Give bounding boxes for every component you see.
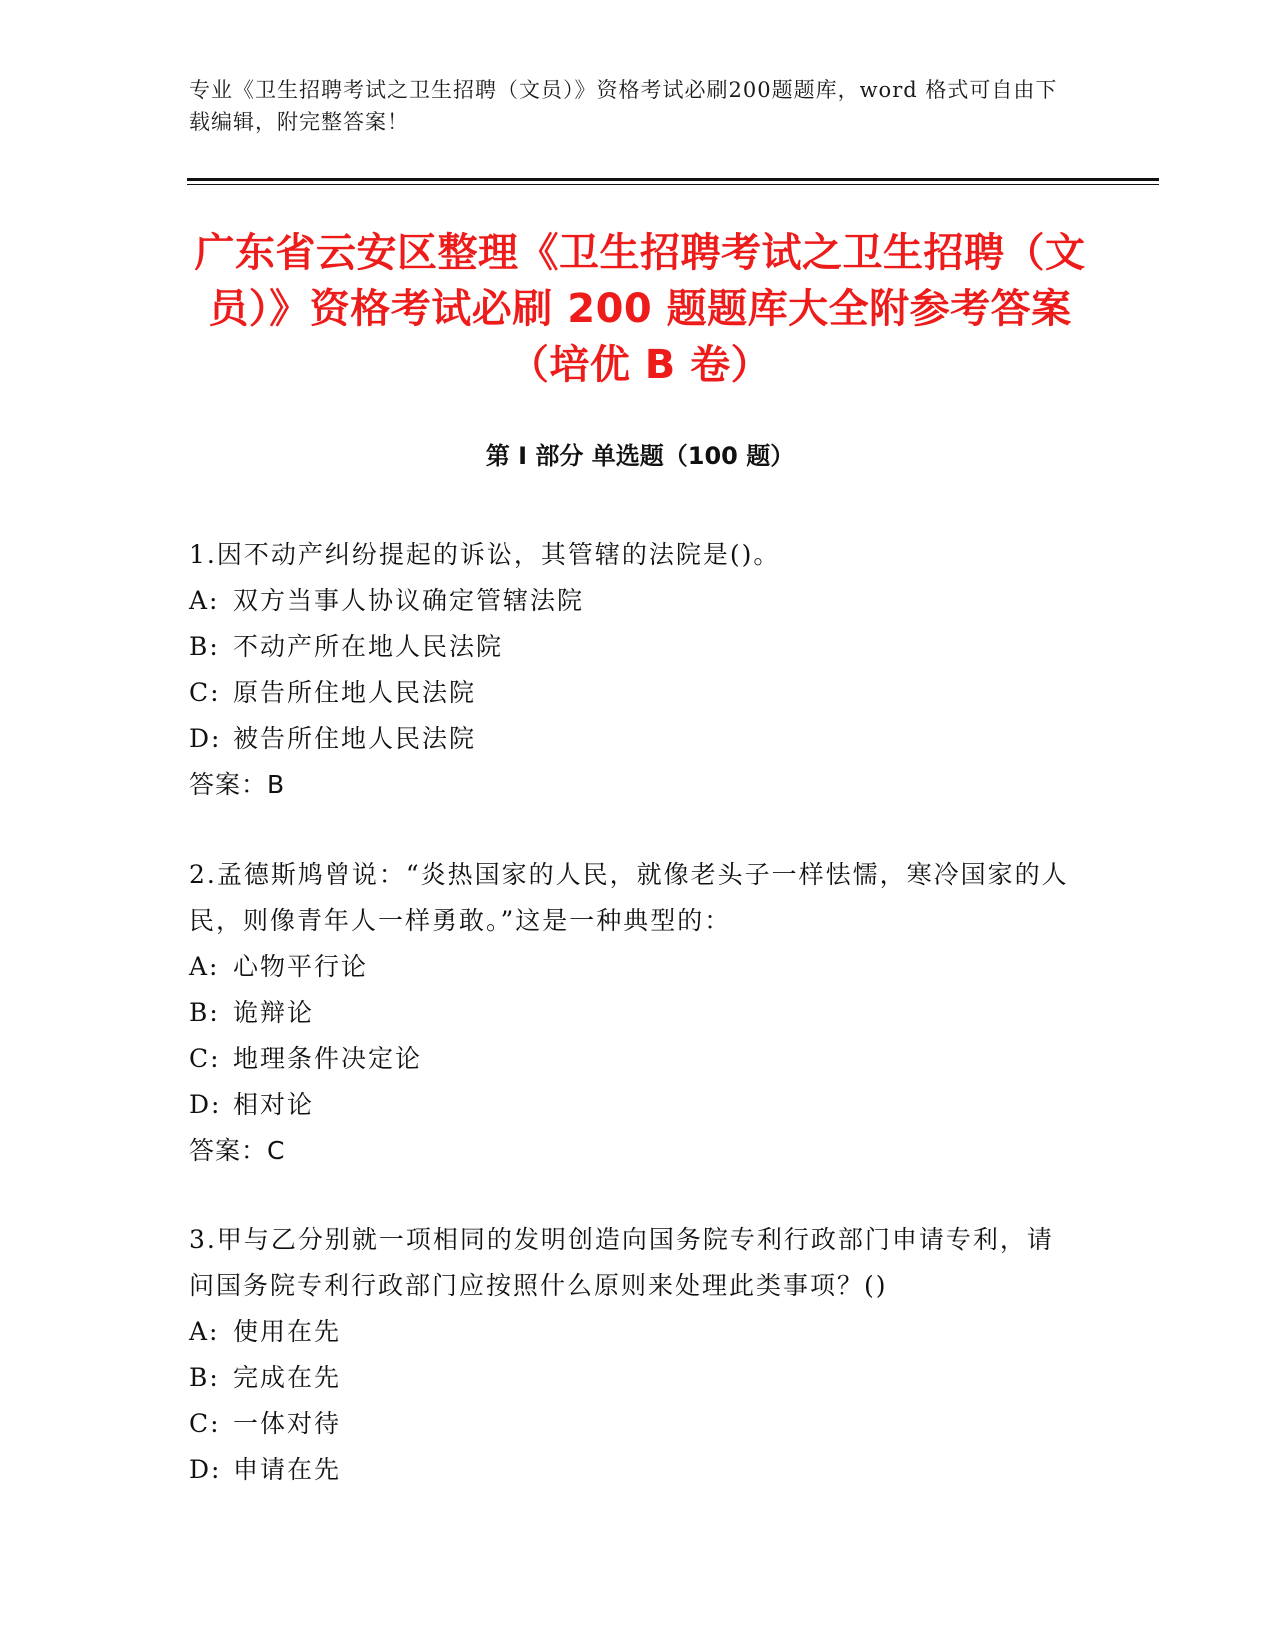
option-a <box>189 578 1069 624</box>
question-2 <box>189 852 1069 1174</box>
option-text: 诡辩论 <box>233 998 315 1027</box>
option-text: 使用在先 <box>233 1317 342 1346</box>
option-text: 一体对待 <box>233 1409 342 1438</box>
option-letter: B: <box>189 998 220 1027</box>
option-text: 心物平行论 <box>233 952 369 981</box>
option-text: 双方当事人协议确定管辖法院 <box>233 586 585 615</box>
option-letter: A: <box>189 952 220 981</box>
option-d <box>189 716 1069 762</box>
option-letter: C: <box>189 1044 221 1073</box>
option-c <box>189 1036 1069 1082</box>
option-text: 原告所住地人民法院 <box>233 678 477 707</box>
option-c <box>189 1401 1069 1447</box>
question-3 <box>189 1217 1069 1493</box>
option-letter: B: <box>189 1363 220 1392</box>
option-letter: B: <box>189 632 220 661</box>
section-heading: 第 I 部分 单选题（100 题） <box>485 442 795 470</box>
option-letter: A: <box>189 1317 220 1346</box>
question-stem: 3.甲与乙分别就一项相同的发明创造向国务院专利行政部门申请专利，请问国务院专利行政部门应按照什么原则来处理此类事项？() <box>189 1225 1054 1300</box>
option-text: 不动产所在地人民法院 <box>233 632 504 661</box>
option-letter: D: <box>189 724 222 753</box>
header-note: 专业《卫生招聘考试之卫生招聘（文员）》资格考试必刷200题题库，word 格式可自由下载编辑，附完整答案！ <box>189 78 1058 134</box>
option-text: 完成在先 <box>233 1363 342 1392</box>
option-b <box>189 624 1069 670</box>
answer-label: 答案：B <box>189 770 286 799</box>
header-divider-thin <box>187 184 1159 185</box>
option-b <box>189 990 1069 1036</box>
option-letter: D: <box>189 1455 222 1484</box>
option-a <box>189 1309 1069 1355</box>
answer-label: 答案：C <box>189 1136 286 1165</box>
question-stem: 1.因不动产纠纷提起的诉讼，其管辖的法院是()。 <box>189 540 781 569</box>
option-text: 申请在先 <box>233 1455 342 1484</box>
header-divider-thick <box>187 178 1159 181</box>
question-stem: 2.孟德斯鸠曾说：“炎热国家的人民，就像老头子一样怯懦，寒冷国家的人民，则像青年人一样勇敢。”这是一种典型的： <box>189 860 1069 935</box>
option-text: 地理条件决定论 <box>233 1044 423 1073</box>
option-c <box>189 670 1069 716</box>
question-1 <box>189 532 1069 808</box>
option-letter: A: <box>189 586 220 615</box>
option-letter: C: <box>189 1409 221 1438</box>
option-d <box>189 1447 1069 1493</box>
option-b <box>189 1355 1069 1401</box>
option-d <box>189 1082 1069 1128</box>
option-letter: D: <box>189 1090 222 1119</box>
option-text: 被告所住地人民法院 <box>233 724 477 753</box>
option-letter: C: <box>189 678 221 707</box>
option-a <box>189 944 1069 990</box>
document-title: 广东省云安区整理《卫生招聘考试之卫生招聘（文员）》资格考试必刷 200 题题库大全附参考答案（培优 B 卷） <box>194 230 1086 388</box>
option-text: 相对论 <box>233 1090 315 1119</box>
